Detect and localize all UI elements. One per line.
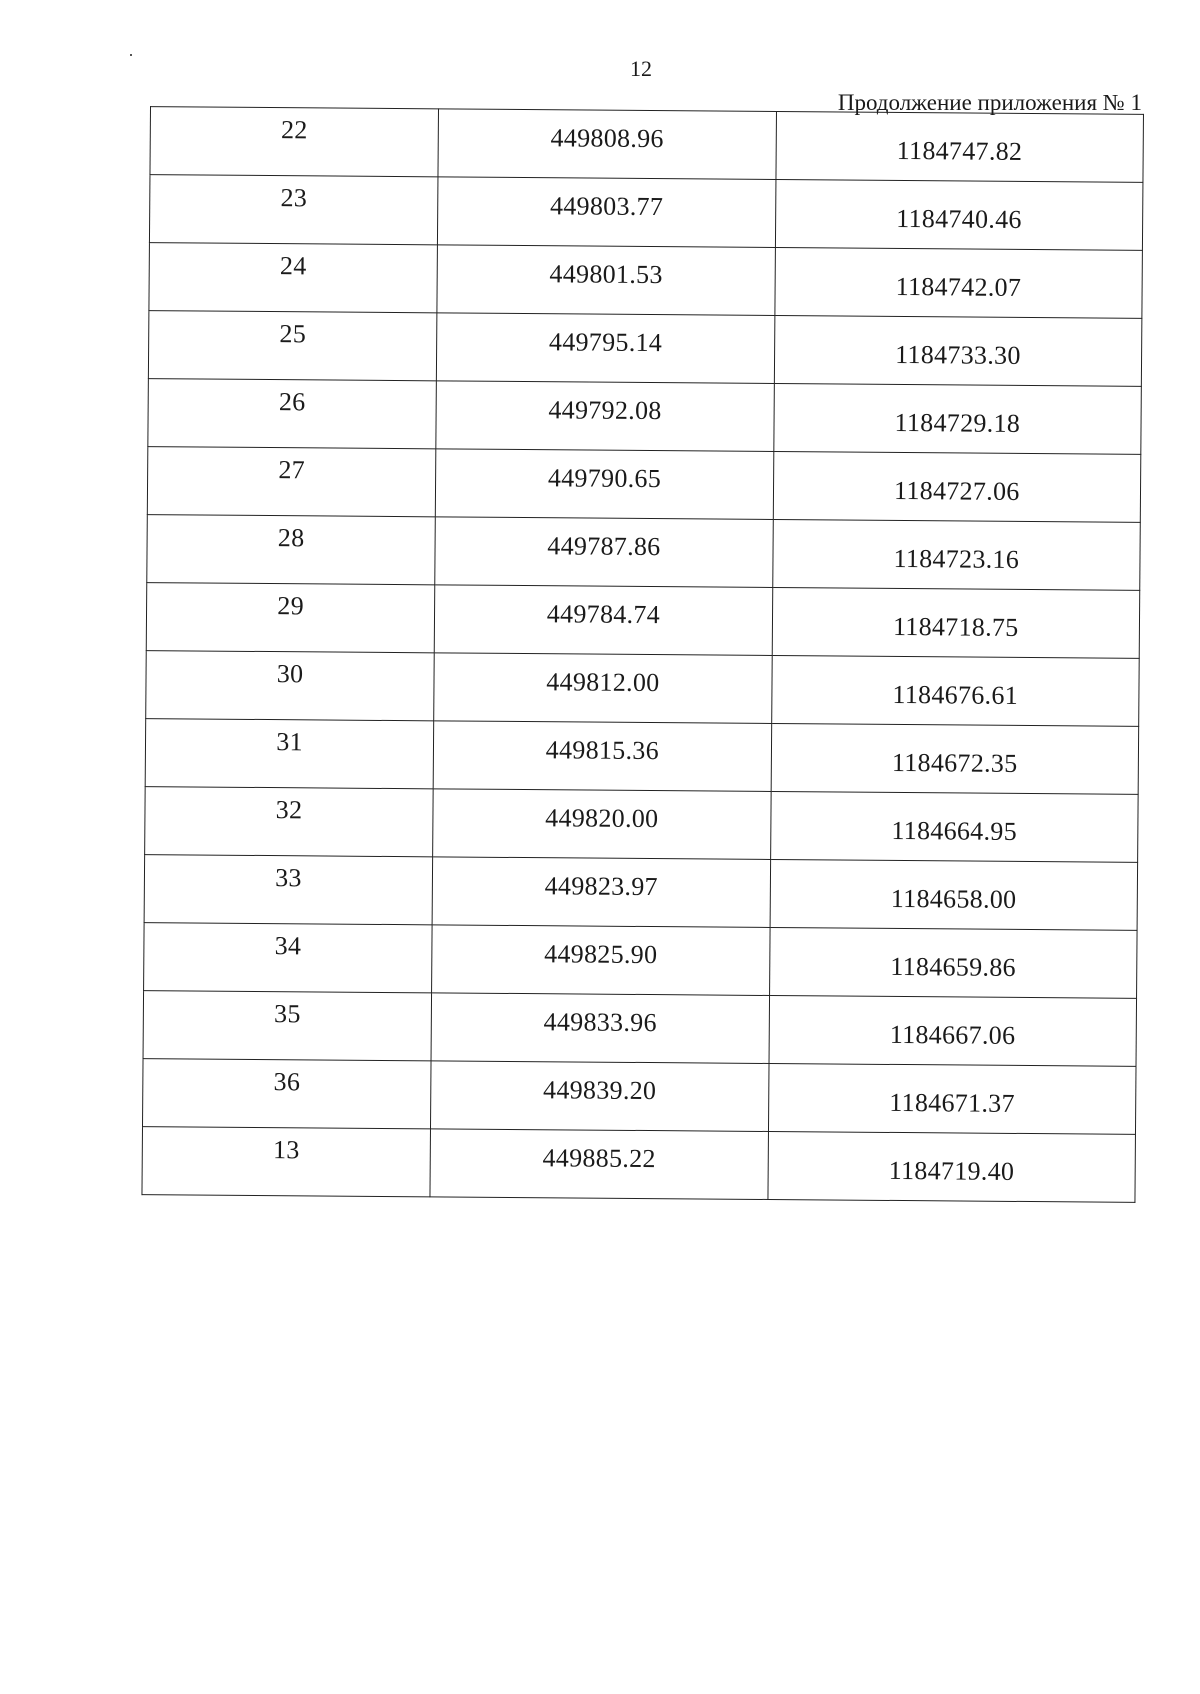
point-number-value: 25 [279,318,307,348]
y-coordinate-value: 1184727.06 [893,475,1020,506]
point-number-value: 28 [277,522,305,552]
scan-artifact [130,54,132,56]
x-coordinate-cell [433,721,771,792]
point-number-value: 31 [276,726,303,756]
table-row [144,855,1138,931]
coordinates-table-container [141,106,1144,1203]
x-coordinate-value: 449885.22 [542,1142,656,1173]
point-number-cell [146,583,435,653]
x-coordinate-cell [432,925,770,996]
x-coordinate-value: 449808.96 [550,122,664,153]
point-number-value: 13 [272,1134,300,1164]
y-coordinate-value: 1184672.35 [891,747,1018,778]
point-number-cell [148,311,437,381]
point-number-value: 34 [274,930,302,960]
y-coordinate-value: 1184719.40 [888,1155,1015,1186]
point-number-cell [143,991,432,1061]
appendix-continuation-note: Продолжение приложения № 1 [837,90,1142,115]
x-coordinate-cell [435,517,773,588]
x-coordinate-cell [433,789,771,860]
y-coordinate-value: 1184747.82 [896,135,1023,166]
x-coordinate-value: 449815.36 [545,734,660,765]
y-coordinate-cell [772,520,1140,591]
point-number-cell [144,855,433,925]
point-number-cell [142,1127,431,1197]
point-number-cell [145,719,434,789]
table-row [148,379,1142,455]
point-number-value: 36 [273,1066,301,1096]
table-row [146,651,1140,727]
table-row [150,107,1144,183]
x-coordinate-value: 449839.20 [542,1074,657,1105]
x-coordinate-value: 449801.53 [549,258,663,289]
x-coordinate-value: 449792.08 [548,394,662,425]
y-coordinate-value: 1184723.16 [893,543,1020,574]
y-coordinate-value: 1184667.06 [889,1019,1016,1050]
x-coordinate-value: 449820.00 [545,802,659,833]
x-coordinate-cell [431,993,769,1064]
y-coordinate-value: 1184664.95 [891,815,1018,846]
x-coordinate-cell [430,1129,768,1200]
table-row [144,923,1138,999]
x-coordinate-value: 449812.00 [546,666,660,697]
x-coordinate-value: 449825.90 [544,938,658,969]
x-coordinate-cell [438,177,776,248]
y-coordinate-cell [774,384,1142,455]
y-coordinate-value: 1184676.61 [892,679,1019,710]
y-coordinate-value: 1184659.86 [890,951,1017,982]
table-row [146,583,1140,659]
y-coordinate-value: 1184718.75 [892,611,1019,642]
y-coordinate-cell [768,1131,1136,1202]
point-number-value: 33 [275,862,302,892]
point-number-cell [150,107,439,177]
point-number-value: 26 [278,386,306,416]
x-coordinate-cell [431,1061,769,1132]
point-number-value: 30 [276,658,304,688]
x-coordinate-cell [432,857,770,928]
table-row [149,243,1143,319]
x-coordinate-cell [434,653,772,724]
point-number-value: 27 [278,454,306,484]
point-number-cell [146,651,435,721]
y-coordinate-cell [771,723,1139,794]
point-number-value: 22 [280,114,308,144]
y-coordinate-value: 1184658.00 [890,883,1017,914]
page-number: 12 [630,56,652,81]
table-row [148,311,1142,387]
coordinates-table-body [142,107,1144,1203]
table-row [147,515,1141,591]
y-coordinate-cell [774,316,1142,387]
y-coordinate-value: 1184729.18 [894,407,1021,438]
table-row [143,991,1137,1067]
coordinates-table [141,106,1144,1203]
point-number-cell [147,447,436,517]
y-coordinate-cell [773,452,1141,523]
y-coordinate-cell [772,587,1140,658]
x-coordinate-value: 449823.97 [544,870,659,901]
x-coordinate-value: 449795.14 [548,326,663,357]
y-coordinate-cell [769,995,1137,1066]
point-number-value: 23 [280,182,308,212]
x-coordinate-value: 449784.74 [546,598,661,629]
table-row [149,175,1143,251]
x-coordinate-cell [435,449,773,520]
point-number-cell [145,787,434,857]
point-number-cell [143,1059,432,1129]
point-number-value: 29 [277,590,305,620]
point-number-cell [149,175,438,245]
table-row [147,447,1141,523]
y-coordinate-cell [775,248,1143,319]
point-number-cell [149,243,438,313]
point-number-value: 35 [274,998,301,1028]
point-number-cell [148,379,437,449]
y-coordinate-cell [775,180,1143,251]
y-coordinate-cell [770,791,1138,862]
y-coordinate-cell [776,112,1144,183]
y-coordinate-cell [768,1063,1136,1134]
table-row [145,719,1139,795]
x-coordinate-value: 449790.65 [547,462,662,493]
point-number-cell [144,923,433,993]
point-number-value: 24 [279,250,307,280]
x-coordinate-cell [436,381,774,452]
table-row [142,1127,1136,1203]
x-coordinate-cell [438,109,776,180]
point-number-value: 32 [275,794,303,824]
y-coordinate-value: 1184733.30 [895,339,1021,370]
table-row [143,1059,1137,1135]
table-row [145,787,1139,863]
y-coordinate-value: 1184742.07 [895,271,1022,302]
x-coordinate-value: 449787.86 [547,530,661,561]
y-coordinate-cell [771,655,1139,726]
point-number-cell [147,515,436,585]
x-coordinate-cell [436,313,774,384]
y-coordinate-cell [769,927,1137,998]
x-coordinate-cell [437,245,775,316]
x-coordinate-value: 449803.77 [549,190,664,221]
x-coordinate-cell [434,585,772,656]
y-coordinate-cell [770,859,1138,930]
y-coordinate-value: 1184740.46 [896,203,1022,234]
x-coordinate-value: 449833.96 [543,1006,657,1037]
y-coordinate-value: 1184671.37 [889,1087,1015,1118]
